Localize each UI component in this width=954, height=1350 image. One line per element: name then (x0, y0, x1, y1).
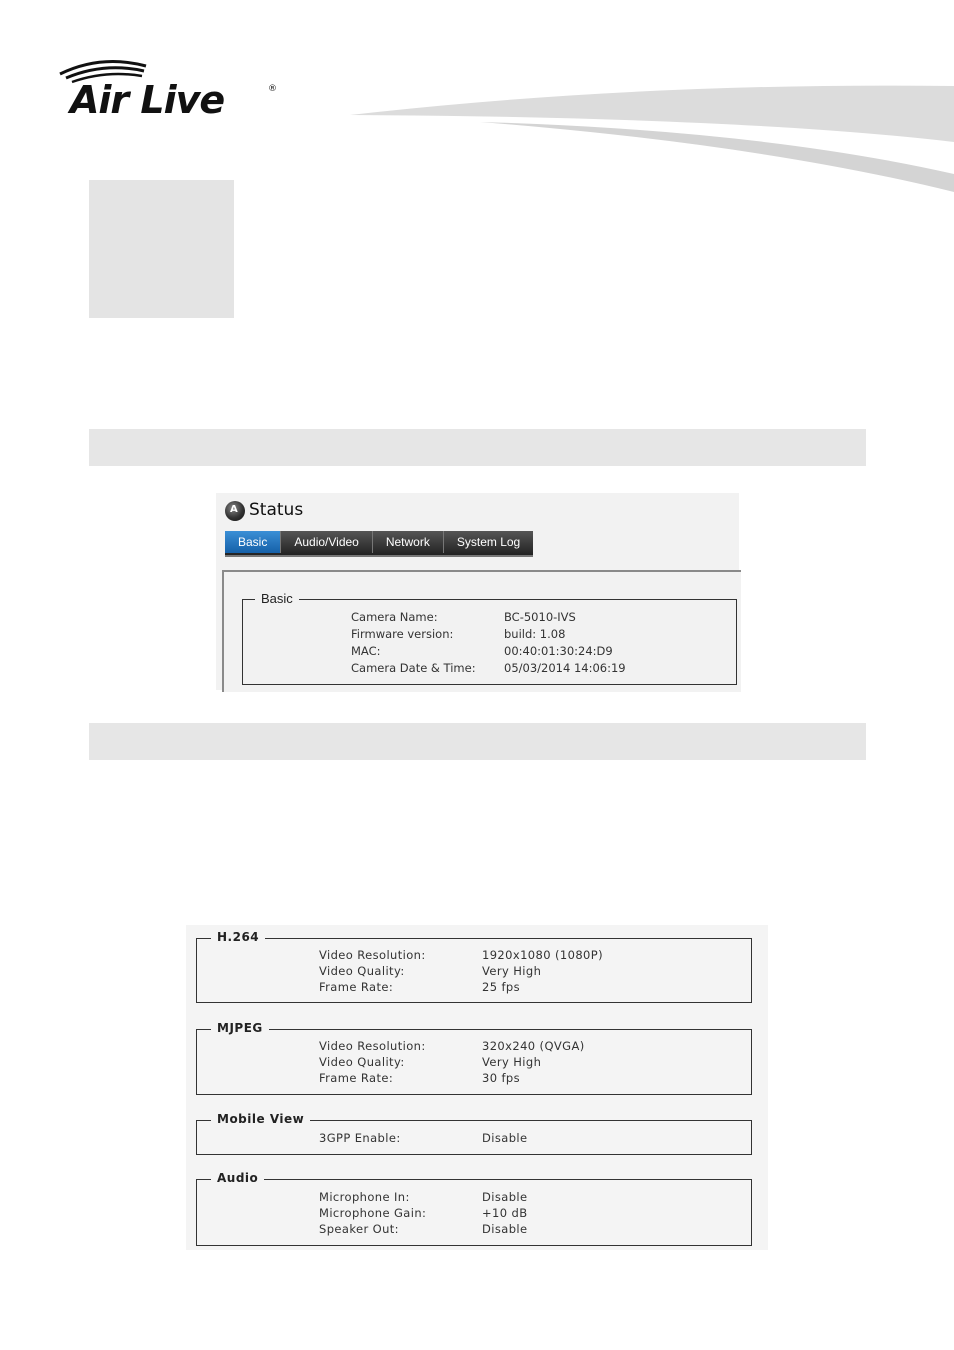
basic-legend: Basic (255, 591, 299, 606)
microphone-gain-value: +10 dB (482, 1206, 528, 1220)
speaker-out-value: Disable (482, 1222, 528, 1236)
h264-resolution-value: 1920x1080 (1080P) (482, 948, 603, 962)
mjpeg-resolution-label: Video Resolution: (319, 1039, 426, 1053)
section-bar-status (89, 429, 866, 466)
h264-frame-rate-label: Frame Rate: (319, 980, 394, 994)
tab-audio-video[interactable]: Audio/Video (281, 531, 373, 553)
camera-date-time-value: 05/03/2014 14:06:19 (504, 661, 626, 675)
microphone-gain-label: Microphone Gain: (319, 1206, 427, 1220)
audio-video-screenshot (186, 925, 768, 1250)
mjpeg-legend: MJPEG (211, 1021, 269, 1035)
h264-legend: H.264 (211, 930, 265, 944)
mjpeg-quality-value: Very High (482, 1055, 542, 1069)
3gpp-enable-value: Disable (482, 1131, 528, 1145)
tab-basic[interactable]: Basic (225, 531, 281, 553)
camera-date-time-label: Camera Date & Time: (351, 661, 476, 675)
mobile-view-legend: Mobile View (211, 1112, 310, 1126)
mjpeg-resolution-value: 320x240 (QVGA) (482, 1039, 585, 1053)
audio-legend: Audio (211, 1171, 264, 1185)
mjpeg-frame-rate-label: Frame Rate: (319, 1071, 394, 1085)
tab-system-log[interactable]: System Log (456, 535, 521, 549)
status-title: Status (249, 500, 304, 520)
h264-fieldset (196, 930, 752, 1003)
header-swoosh-decoration (340, 82, 954, 194)
microphone-in-value: Disable (482, 1190, 528, 1204)
3gpp-enable-label: 3GPP Enable: (319, 1131, 401, 1145)
mac-label: MAC: (351, 644, 381, 658)
airlive-logo (56, 58, 286, 124)
audio-fieldset (196, 1171, 752, 1246)
status-screenshot (216, 493, 739, 690)
h264-quality-label: Video Quality: (319, 964, 405, 978)
speaker-out-label: Speaker Out: (319, 1222, 399, 1236)
status-icon: A (225, 501, 245, 521)
firmware-version-value: build: 1.08 (504, 627, 566, 641)
basic-fieldset (242, 591, 737, 685)
camera-name-value: BC-5010-IVS (504, 610, 576, 624)
mjpeg-frame-rate-value: 30 fps (482, 1071, 521, 1085)
logo-text: Air Live (70, 78, 225, 122)
mjpeg-quality-label: Video Quality: (319, 1055, 405, 1069)
registered-mark: ® (268, 84, 277, 94)
section-bar-audio-video (89, 723, 866, 760)
microphone-in-label: Microphone In: (319, 1190, 410, 1204)
mac-value: 00:40:01:30:24:D9 (504, 644, 613, 658)
tab-network[interactable]: Network (373, 531, 444, 553)
h264-frame-rate-value: 25 fps (482, 980, 521, 994)
status-content (222, 570, 741, 692)
firmware-version-label: Firmware version: (351, 627, 454, 641)
status-tabs (225, 531, 533, 557)
h264-resolution-label: Video Resolution: (319, 948, 426, 962)
h264-quality-value: Very High (482, 964, 542, 978)
camera-name-label: Camera Name: (351, 610, 438, 624)
chapter-box (89, 180, 234, 318)
mjpeg-fieldset (196, 1021, 752, 1095)
mobile-view-fieldset (196, 1112, 752, 1155)
